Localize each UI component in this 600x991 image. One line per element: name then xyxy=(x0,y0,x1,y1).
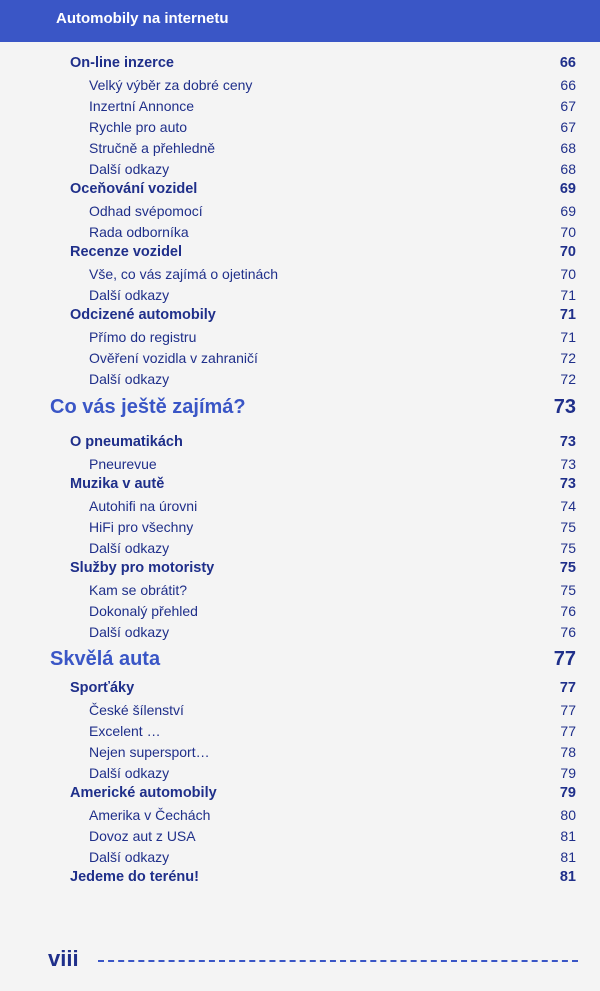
toc-sub-row xyxy=(0,94,600,115)
toc-sub-row xyxy=(0,803,600,824)
toc-chapter-title: Skvělá auta xyxy=(50,648,161,670)
toc-sub-row xyxy=(0,325,600,346)
toc-sub-row xyxy=(0,515,600,536)
toc-section-row xyxy=(0,52,600,73)
toc-page-number: 73 xyxy=(559,476,576,492)
toc-sub-title: Další odkazy xyxy=(89,371,170,387)
toc-section-title: Muzika v autě xyxy=(70,476,165,492)
toc-sub-title: Velký výběr za dobré ceny xyxy=(89,77,253,93)
toc-sub-title: Dovoz aut z USA xyxy=(89,828,196,844)
toc-sub-row xyxy=(0,698,600,719)
toc-page-number: 73 xyxy=(553,396,576,418)
toc-page-number: 77 xyxy=(553,648,576,670)
toc-sub-title: Další odkazy xyxy=(89,765,170,781)
toc-page-number: 67 xyxy=(560,119,576,135)
toc-page-number: 74 xyxy=(560,498,576,514)
toc-sub-row xyxy=(0,452,600,473)
toc-chapter-title: Co vás ještě zajímá? xyxy=(50,396,246,418)
toc-sub-title: Další odkazy xyxy=(89,540,170,556)
toc-page-number: 79 xyxy=(560,765,576,781)
toc-sub-title: Další odkazy xyxy=(89,287,170,303)
toc-page-number: 72 xyxy=(560,371,576,387)
toc-section-title: Jedeme do terénu! xyxy=(70,869,199,885)
toc-page-number: 71 xyxy=(560,329,576,345)
toc-sub-title: Excelent … xyxy=(89,723,161,739)
toc-page-number: 69 xyxy=(559,181,576,197)
toc-section-row xyxy=(0,782,600,803)
toc-page-number: 71 xyxy=(560,287,576,303)
toc-sub-row xyxy=(0,220,600,241)
toc-sub-row xyxy=(0,599,600,620)
toc-page-number: 78 xyxy=(560,744,576,760)
table-of-contents xyxy=(0,52,600,887)
toc-sub-title: Amerika v Čechách xyxy=(89,807,211,823)
toc-sub-row xyxy=(0,283,600,304)
toc-page-number: 79 xyxy=(559,785,576,801)
toc-sub-title: Vše, co vás zajímá o ojetinách xyxy=(89,266,279,282)
toc-page-number: 70 xyxy=(560,266,576,282)
toc-page-number: 77 xyxy=(559,680,576,696)
toc-sub-row xyxy=(0,740,600,761)
toc-section-title: Služby pro motoristy xyxy=(70,560,215,576)
toc-section-title: Recenze vozidel xyxy=(70,244,183,260)
toc-sub-title: Další odkazy xyxy=(89,624,170,640)
toc-sub-row xyxy=(0,578,600,599)
footer-dashed-line xyxy=(98,960,578,962)
toc-sub-row xyxy=(0,73,600,94)
toc-sub-row xyxy=(0,620,600,641)
toc-section-title: Oceňování vozidel xyxy=(70,181,198,197)
toc-sub-title: HiFi pro všechny xyxy=(89,519,194,535)
toc-chapter-row xyxy=(0,641,600,677)
toc-page-number: 70 xyxy=(559,244,576,260)
toc-sub-row xyxy=(0,761,600,782)
toc-section-row xyxy=(0,304,600,325)
toc-page-number: 68 xyxy=(560,161,576,177)
toc-page-number: 75 xyxy=(560,519,576,535)
toc-page-number: 81 xyxy=(560,849,576,865)
toc-section-row xyxy=(0,677,600,698)
toc-sub-row xyxy=(0,719,600,740)
toc-sub-row xyxy=(0,824,600,845)
toc-sub-title: Pneurevue xyxy=(89,456,157,472)
toc-page-number: 77 xyxy=(560,723,576,739)
toc-section-title: On-line inzerce xyxy=(70,55,174,71)
toc-sub-title: Autohifi na úrovni xyxy=(89,498,198,514)
toc-page-number: 73 xyxy=(560,456,576,472)
toc-section-title: Odcizené automobily xyxy=(70,307,216,323)
page-number: viii xyxy=(48,946,79,971)
toc-sub-title: Dokonalý přehled xyxy=(89,603,198,619)
toc-sub-title: Ověření vozidla v zahraničí xyxy=(89,350,258,366)
toc-sub-row xyxy=(0,346,600,367)
toc-page-number: 81 xyxy=(559,869,576,885)
toc-section-title: O pneumatikách xyxy=(70,434,183,450)
toc-sub-row xyxy=(0,494,600,515)
header-title: Automobily na internetu xyxy=(56,10,229,27)
toc-page-number: 69 xyxy=(560,203,576,219)
page-header xyxy=(0,0,600,42)
toc-sub-row xyxy=(0,136,600,157)
toc-page-number: 66 xyxy=(559,55,576,71)
toc-section-title: Sporťáky xyxy=(70,680,135,696)
toc-section-row xyxy=(0,866,600,887)
toc-page-number: 76 xyxy=(560,603,576,619)
toc-sub-title: Přímo do registru xyxy=(89,329,197,345)
toc-sub-row xyxy=(0,157,600,178)
toc-sub-title: Odhad svépomocí xyxy=(89,203,203,219)
toc-sub-title: České šílenství xyxy=(89,702,184,718)
toc-page-number: 71 xyxy=(559,307,576,323)
toc-page-number: 68 xyxy=(560,140,576,156)
toc-sub-title: Další odkazy xyxy=(89,161,170,177)
toc-sub-title: Další odkazy xyxy=(89,849,170,865)
toc-sub-title: Stručně a přehledně xyxy=(89,140,216,156)
toc-page-number: 77 xyxy=(560,702,576,718)
toc-section-title: Americké automobily xyxy=(70,785,217,801)
toc-section-row xyxy=(0,557,600,578)
page-footer xyxy=(48,946,578,976)
toc-chapter-row xyxy=(0,388,600,431)
toc-section-row xyxy=(0,473,600,494)
toc-page-number: 66 xyxy=(560,77,576,93)
toc-page-number: 75 xyxy=(560,582,576,598)
toc-section-row xyxy=(0,241,600,262)
toc-page-number: 70 xyxy=(560,224,576,240)
toc-section-row xyxy=(0,178,600,199)
toc-sub-title: Rada odborníka xyxy=(89,224,189,240)
toc-sub-row xyxy=(0,115,600,136)
toc-sub-row xyxy=(0,536,600,557)
toc-sub-title: Rychle pro auto xyxy=(89,119,188,135)
toc-section-row xyxy=(0,431,600,452)
toc-page-number: 81 xyxy=(560,828,576,844)
toc-page-number: 75 xyxy=(560,540,576,556)
toc-sub-title: Kam se obrátit? xyxy=(89,582,188,598)
toc-page-number: 80 xyxy=(560,807,576,823)
toc-page-number: 76 xyxy=(560,624,576,640)
toc-page-number: 75 xyxy=(559,560,576,576)
toc-page-number: 73 xyxy=(559,434,576,450)
toc-page-number: 67 xyxy=(560,98,576,114)
toc-sub-row xyxy=(0,199,600,220)
toc-sub-row xyxy=(0,845,600,866)
toc-sub-row xyxy=(0,367,600,388)
toc-sub-title: Nejen supersport… xyxy=(89,744,210,760)
toc-page-number: 72 xyxy=(560,350,576,366)
toc-sub-row xyxy=(0,262,600,283)
toc-sub-title: Inzertní Annonce xyxy=(89,98,195,114)
